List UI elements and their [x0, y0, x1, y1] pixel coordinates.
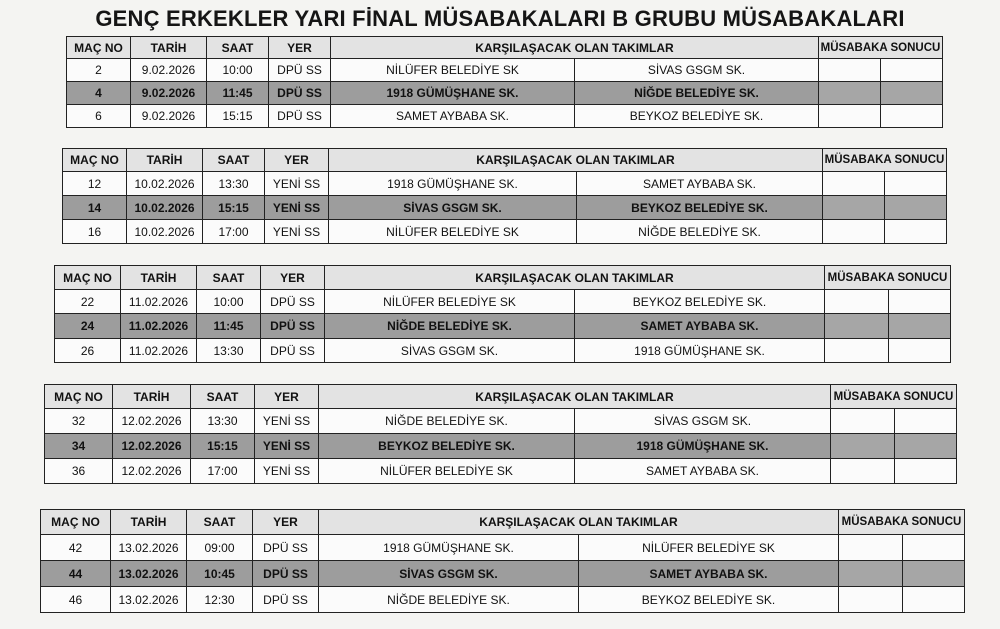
- match-venue: DPÜ SS: [261, 339, 325, 363]
- home-team: 1918 GÜMÜŞHANE SK.: [319, 535, 579, 561]
- match-date: 10.02.2026: [127, 220, 203, 244]
- match-no: 24: [55, 314, 121, 339]
- result-away-cell: [881, 82, 943, 105]
- header-yer: YER: [265, 149, 329, 172]
- result-away-cell: [885, 220, 947, 244]
- result-home-cell: [831, 434, 895, 459]
- schedule-table-2: [62, 148, 947, 244]
- result-home-cell: [823, 220, 885, 244]
- match-venue: YENİ SS: [265, 196, 329, 220]
- home-team: SİVAS GSGM SK.: [325, 339, 575, 363]
- table-row: [67, 59, 943, 82]
- header-yer: YER: [269, 37, 331, 59]
- match-no: 16: [63, 220, 127, 244]
- match-venue: YENİ SS: [255, 409, 319, 434]
- away-team: 1918 GÜMÜŞHANE SK.: [575, 434, 831, 459]
- table-header-row: [45, 385, 957, 409]
- match-time: 11:45: [207, 82, 269, 105]
- match-date: 11.02.2026: [121, 290, 197, 314]
- match-date: 12.02.2026: [113, 434, 191, 459]
- home-team: NİLÜFER BELEDİYE SK: [329, 220, 577, 244]
- result-home-cell: [825, 290, 889, 314]
- match-no: 42: [41, 535, 111, 561]
- home-team: 1918 GÜMÜŞHANE SK.: [331, 82, 575, 105]
- match-time: 10:45: [187, 561, 253, 587]
- header-result: MÜSABAKA SONUCU: [839, 510, 965, 535]
- match-date: 12.02.2026: [113, 409, 191, 434]
- match-venue: YENİ SS: [265, 220, 329, 244]
- header-mac-no: MAÇ NO: [41, 510, 111, 535]
- table-row: [45, 409, 957, 434]
- table-row: [45, 434, 957, 459]
- result-home-cell: [819, 82, 881, 105]
- home-team: SİVAS GSGM SK.: [319, 561, 579, 587]
- match-time: 11:45: [197, 314, 261, 339]
- result-away-cell: [889, 290, 951, 314]
- away-team: BEYKOZ BELEDİYE SK.: [577, 196, 823, 220]
- match-time: 17:00: [203, 220, 265, 244]
- away-team: BEYKOZ BELEDİYE SK.: [575, 290, 825, 314]
- home-team: NİLÜFER BELEDİYE SK: [325, 290, 575, 314]
- schedule-table-3: [54, 265, 951, 363]
- result-home-cell: [823, 196, 885, 220]
- match-venue: DPÜ SS: [269, 105, 331, 128]
- result-away-cell: [903, 587, 965, 613]
- table-row: [41, 561, 965, 587]
- result-away-cell: [889, 314, 951, 339]
- result-away-cell: [903, 535, 965, 561]
- table-row: [63, 196, 947, 220]
- result-home-cell: [839, 561, 903, 587]
- match-no: 12: [63, 172, 127, 196]
- match-no: 32: [45, 409, 113, 434]
- header-tarih: TARİH: [127, 149, 203, 172]
- table-row: [55, 339, 951, 363]
- table-row: [63, 220, 947, 244]
- match-no: 26: [55, 339, 121, 363]
- match-venue: DPÜ SS: [253, 535, 319, 561]
- header-saat: SAAT: [187, 510, 253, 535]
- table-row: [63, 172, 947, 196]
- result-away-cell: [895, 459, 957, 484]
- header-yer: YER: [261, 266, 325, 290]
- header-result: MÜSABAKA SONUCU: [823, 149, 947, 172]
- match-date: 9.02.2026: [131, 105, 207, 128]
- result-home-cell: [839, 587, 903, 613]
- home-team: NİĞDE BELEDİYE SK.: [319, 587, 579, 613]
- match-time: 09:00: [187, 535, 253, 561]
- match-time: 13:30: [197, 339, 261, 363]
- match-venue: YENİ SS: [255, 434, 319, 459]
- result-home-cell: [831, 409, 895, 434]
- match-time: 10:00: [207, 59, 269, 82]
- table-row: [41, 535, 965, 561]
- result-home-cell: [819, 59, 881, 82]
- home-team: NİĞDE BELEDİYE SK.: [319, 409, 575, 434]
- result-home-cell: [825, 314, 889, 339]
- match-no: 2: [67, 59, 131, 82]
- match-time: 10:00: [197, 290, 261, 314]
- result-home-cell: [819, 105, 881, 128]
- match-venue: DPÜ SS: [261, 290, 325, 314]
- match-date: 9.02.2026: [131, 59, 207, 82]
- away-team: NİĞDE BELEDİYE SK.: [575, 82, 819, 105]
- match-date: 11.02.2026: [121, 314, 197, 339]
- result-home-cell: [823, 172, 885, 196]
- table-row: [55, 290, 951, 314]
- match-no: 4: [67, 82, 131, 105]
- away-team: BEYKOZ BELEDİYE SK.: [575, 105, 819, 128]
- away-team: SİVAS GSGM SK.: [575, 409, 831, 434]
- result-away-cell: [885, 196, 947, 220]
- header-tarih: TARİH: [111, 510, 187, 535]
- table-row: [67, 82, 943, 105]
- match-venue: DPÜ SS: [261, 314, 325, 339]
- match-venue: YENİ SS: [255, 459, 319, 484]
- header-teams: KARŞILAŞACAK OLAN TAKIMLAR: [331, 37, 819, 59]
- result-away-cell: [889, 339, 951, 363]
- header-teams: KARŞILAŞACAK OLAN TAKIMLAR: [325, 266, 825, 290]
- table-header-row: [63, 149, 947, 172]
- match-no: 22: [55, 290, 121, 314]
- table-row: [67, 105, 943, 128]
- result-away-cell: [895, 434, 957, 459]
- header-saat: SAAT: [207, 37, 269, 59]
- table-row: [45, 459, 957, 484]
- match-date: 9.02.2026: [131, 82, 207, 105]
- match-no: 6: [67, 105, 131, 128]
- away-team: NİLÜFER BELEDİYE SK: [579, 535, 839, 561]
- match-date: 11.02.2026: [121, 339, 197, 363]
- home-team: BEYKOZ BELEDİYE SK.: [319, 434, 575, 459]
- match-no: 36: [45, 459, 113, 484]
- header-result: MÜSABAKA SONUCU: [831, 385, 957, 409]
- table-header-row: [41, 510, 965, 535]
- away-team: NİĞDE BELEDİYE SK.: [577, 220, 823, 244]
- match-venue: YENİ SS: [265, 172, 329, 196]
- result-away-cell: [885, 172, 947, 196]
- match-time: 17:00: [191, 459, 255, 484]
- header-saat: SAAT: [197, 266, 261, 290]
- page-title: GENÇ ERKEKLER YARI FİNAL MÜSABAKALARI B GRUBU MÜSABAKALARI: [95, 6, 905, 31]
- table-row: [41, 587, 965, 613]
- match-no: 44: [41, 561, 111, 587]
- match-venue: DPÜ SS: [253, 561, 319, 587]
- schedule-table-1: [66, 36, 943, 128]
- match-date: 10.02.2026: [127, 196, 203, 220]
- result-away-cell: [903, 561, 965, 587]
- match-time: 15:15: [191, 434, 255, 459]
- header-saat: SAAT: [203, 149, 265, 172]
- match-venue: DPÜ SS: [269, 82, 331, 105]
- match-no: 14: [63, 196, 127, 220]
- result-away-cell: [881, 105, 943, 128]
- header-teams: KARŞILAŞACAK OLAN TAKIMLAR: [329, 149, 823, 172]
- away-team: SAMET AYBABA SK.: [575, 459, 831, 484]
- result-home-cell: [825, 339, 889, 363]
- header-mac-no: MAÇ NO: [63, 149, 127, 172]
- home-team: SAMET AYBABA SK.: [331, 105, 575, 128]
- away-team: SİVAS GSGM SK.: [575, 59, 819, 82]
- header-tarih: TARİH: [113, 385, 191, 409]
- match-date: 10.02.2026: [127, 172, 203, 196]
- match-time: 15:15: [207, 105, 269, 128]
- header-result: MÜSABAKA SONUCU: [819, 37, 943, 59]
- match-time: 13:30: [191, 409, 255, 434]
- header-tarih: TARİH: [131, 37, 207, 59]
- header-mac-no: MAÇ NO: [45, 385, 113, 409]
- result-away-cell: [881, 59, 943, 82]
- match-date: 13.02.2026: [111, 587, 187, 613]
- match-date: 13.02.2026: [111, 561, 187, 587]
- match-date: 12.02.2026: [113, 459, 191, 484]
- match-venue: DPÜ SS: [269, 59, 331, 82]
- header-yer: YER: [255, 385, 319, 409]
- match-time: 12:30: [187, 587, 253, 613]
- header-saat: SAAT: [191, 385, 255, 409]
- header-mac-no: MAÇ NO: [55, 266, 121, 290]
- header-yer: YER: [253, 510, 319, 535]
- result-home-cell: [831, 459, 895, 484]
- schedule-table-5: [40, 509, 965, 613]
- table-row: [55, 314, 951, 339]
- match-time: 13:30: [203, 172, 265, 196]
- away-team: BEYKOZ BELEDİYE SK.: [579, 587, 839, 613]
- result-away-cell: [895, 409, 957, 434]
- result-home-cell: [839, 535, 903, 561]
- table-header-row: [67, 37, 943, 59]
- header-teams: KARŞILAŞACAK OLAN TAKIMLAR: [319, 385, 831, 409]
- home-team: 1918 GÜMÜŞHANE SK.: [329, 172, 577, 196]
- home-team: NİLÜFER BELEDİYE SK: [319, 459, 575, 484]
- away-team: SAMET AYBABA SK.: [579, 561, 839, 587]
- header-mac-no: MAÇ NO: [67, 37, 131, 59]
- header-teams: KARŞILAŞACAK OLAN TAKIMLAR: [319, 510, 839, 535]
- match-no: 34: [45, 434, 113, 459]
- match-date: 13.02.2026: [111, 535, 187, 561]
- match-time: 15:15: [203, 196, 265, 220]
- table-header-row: [55, 266, 951, 290]
- away-team: SAMET AYBABA SK.: [577, 172, 823, 196]
- home-team: SİVAS GSGM SK.: [329, 196, 577, 220]
- home-team: NİĞDE BELEDİYE SK.: [325, 314, 575, 339]
- schedule-table-4: [44, 384, 957, 484]
- header-result: MÜSABAKA SONUCU: [825, 266, 951, 290]
- match-venue: DPÜ SS: [253, 587, 319, 613]
- away-team: 1918 GÜMÜŞHANE SK.: [575, 339, 825, 363]
- away-team: SAMET AYBABA SK.: [575, 314, 825, 339]
- header-tarih: TARİH: [121, 266, 197, 290]
- home-team: NİLÜFER BELEDİYE SK: [331, 59, 575, 82]
- match-no: 46: [41, 587, 111, 613]
